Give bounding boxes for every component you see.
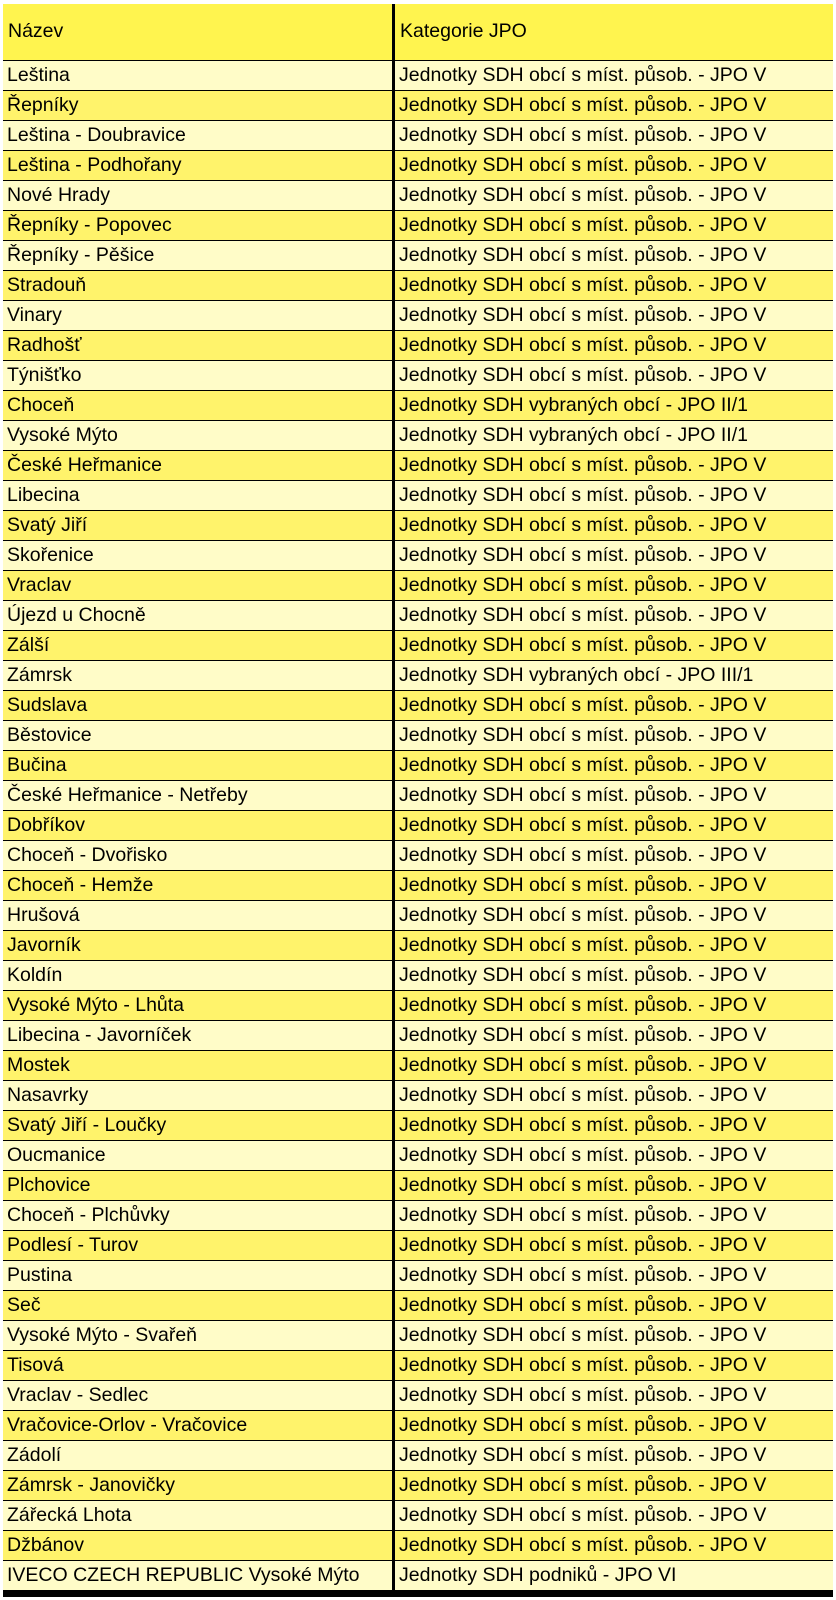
table-cell-name: Zámrsk: [3, 661, 392, 690]
table-cell-category: Jednotky SDH obcí s míst. působ. - JPO V: [395, 151, 833, 180]
table-cell-name: Vysoké Mýto: [3, 421, 392, 450]
table-cell-name: Libecina: [3, 481, 392, 510]
table-cell-name: Újezd u Chocně: [3, 601, 392, 630]
table-cell-name: Mostek: [3, 1051, 392, 1080]
table-cell-name: Seč: [3, 1291, 392, 1320]
table-cell-name: Zálší: [3, 631, 392, 660]
table-cell-category: Jednotky SDH obcí s míst. působ. - JPO V: [395, 1381, 833, 1410]
table-cell-category: Jednotky SDH obcí s míst. působ. - JPO V: [395, 631, 833, 660]
table-cell-category: Jednotky SDH obcí s míst. působ. - JPO V: [395, 331, 833, 360]
table-cell-name: Skořenice: [3, 541, 392, 570]
table-cell-name: Leština - Doubravice: [3, 121, 392, 150]
table-cell-category: Jednotky SDH obcí s míst. působ. - JPO V: [395, 991, 833, 1020]
table-cell-name: Řepníky - Pěšice: [3, 241, 392, 270]
table-cell-name: Zádolí: [3, 1441, 392, 1470]
table-cell-category: Jednotky SDH obcí s míst. působ. - JPO V: [395, 211, 833, 240]
table-cell-name: Stradouň: [3, 271, 392, 300]
table-cell-category: Jednotky SDH obcí s míst. působ. - JPO V: [395, 271, 833, 300]
table-cell-name: Vinary: [3, 301, 392, 330]
table-cell-name: Svatý Jiří - Loučky: [3, 1111, 392, 1140]
table-cell-name: Choceň - Hemže: [3, 871, 392, 900]
table-cell-name: Choceň: [3, 391, 392, 420]
table-cell-category: Jednotky SDH obcí s míst. působ. - JPO V: [395, 1111, 833, 1140]
table-cell-category: Jednotky SDH obcí s míst. působ. - JPO V: [395, 91, 833, 120]
table-cell-category: Jednotky SDH obcí s míst. působ. - JPO V: [395, 1471, 833, 1500]
table-cell-category: Jednotky SDH obcí s míst. působ. - JPO V: [395, 241, 833, 270]
table-cell-name: Džbánov: [3, 1531, 392, 1560]
table-cell-name: IVECO CZECH REPUBLIC Vysoké Mýto: [3, 1561, 392, 1590]
table-cell-name: Choceň - Dvořisko: [3, 841, 392, 870]
table-cell-name: Nasavrky: [3, 1081, 392, 1110]
table-cell-name: Podlesí - Turov: [3, 1231, 392, 1260]
table-cell-category: Jednotky SDH obcí s míst. působ. - JPO V: [395, 541, 833, 570]
table-cell-category: Jednotky SDH vybraných obcí - JPO II/1: [395, 421, 833, 450]
table-cell-name: Vračovice-Orlov - Vračovice: [3, 1411, 392, 1440]
table-cell-category: Jednotky SDH obcí s míst. působ. - JPO V: [395, 841, 833, 870]
table-cell-name: Běstovice: [3, 721, 392, 750]
table-cell-name: Bučina: [3, 751, 392, 780]
table-cell-name: Zářecká Lhota: [3, 1501, 392, 1530]
table-cell-category: Jednotky SDH obcí s míst. působ. - JPO V: [395, 601, 833, 630]
table-cell-category: Jednotky SDH obcí s míst. působ. - JPO V: [395, 901, 833, 930]
table-cell-category: Jednotky SDH obcí s míst. působ. - JPO V: [395, 451, 833, 480]
table-cell-category: Jednotky SDH obcí s míst. působ. - JPO V: [395, 811, 833, 840]
table-cell-name: Libecina - Javorníček: [3, 1021, 392, 1050]
table-cell-name: Týnišťko: [3, 361, 392, 390]
table-cell-category: Jednotky SDH vybraných obcí - JPO II/1: [395, 391, 833, 420]
table-cell-name: Řepníky: [3, 91, 392, 120]
table-cell-category: Jednotky SDH obcí s míst. působ. - JPO V: [395, 1021, 833, 1050]
table-cell-category: Jednotky SDH obcí s míst. působ. - JPO V: [395, 1351, 833, 1380]
table-cell-category: Jednotky SDH obcí s míst. působ. - JPO V: [395, 571, 833, 600]
table-cell-category: Jednotky SDH obcí s míst. působ. - JPO V: [395, 1531, 833, 1560]
table-cell-category: Jednotky SDH obcí s míst. působ. - JPO V: [395, 361, 833, 390]
table-cell-category: Jednotky SDH podniků - JPO VI: [395, 1561, 833, 1590]
jpo-table: [3, 4, 833, 1597]
table-cell-name: Nové Hrady: [3, 181, 392, 210]
table-cell-name: Vysoké Mýto - Lhůta: [3, 991, 392, 1020]
table-cell-category: Jednotky SDH obcí s míst. působ. - JPO V: [395, 931, 833, 960]
table-cell-category: Jednotky SDH vybraných obcí - JPO III/1: [395, 661, 833, 690]
table-cell-name: Vraclav - Sedlec: [3, 1381, 392, 1410]
table-cell-category: Jednotky SDH obcí s míst. působ. - JPO V: [395, 1261, 833, 1290]
table-cell-category: Jednotky SDH obcí s míst. působ. - JPO V: [395, 1171, 833, 1200]
table-cell-name: Vysoké Mýto - Svařeň: [3, 1321, 392, 1350]
table-cell-name: Svatý Jiří: [3, 511, 392, 540]
table-cell-name: Choceň - Plchůvky: [3, 1201, 392, 1230]
column-header-category: Kategorie JPO: [395, 4, 833, 60]
table-cell-name: Hrušová: [3, 901, 392, 930]
table-cell-name: Radhošť: [3, 331, 392, 360]
table-cell-category: Jednotky SDH obcí s míst. působ. - JPO V: [395, 121, 833, 150]
table-cell-name: Řepníky - Popovec: [3, 211, 392, 240]
table-cell-name: Leština - Podhořany: [3, 151, 392, 180]
table-cell-name: Plchovice: [3, 1171, 392, 1200]
table-cell-name: Vraclav: [3, 571, 392, 600]
table-cell-category: Jednotky SDH obcí s míst. působ. - JPO V: [395, 1501, 833, 1530]
table-cell-category: Jednotky SDH obcí s míst. působ. - JPO V: [395, 1291, 833, 1320]
table-cell-name: České Heřmanice: [3, 451, 392, 480]
table-cell-category: Jednotky SDH obcí s míst. působ. - JPO V: [395, 781, 833, 810]
table-cell-category: Jednotky SDH obcí s míst. působ. - JPO V: [395, 751, 833, 780]
table-cell-name: Koldín: [3, 961, 392, 990]
table-cell-category: Jednotky SDH obcí s míst. působ. - JPO V: [395, 481, 833, 510]
table-cell-category: Jednotky SDH obcí s míst. působ. - JPO V: [395, 1051, 833, 1080]
table-cell-category: Jednotky SDH obcí s míst. působ. - JPO V: [395, 1411, 833, 1440]
table-cell-category: Jednotky SDH obcí s míst. působ. - JPO V: [395, 1321, 833, 1350]
table-cell-name: Pustina: [3, 1261, 392, 1290]
table-cell-category: Jednotky SDH obcí s míst. působ. - JPO V: [395, 961, 833, 990]
table-cell-category: Jednotky SDH obcí s míst. působ. - JPO V: [395, 1141, 833, 1170]
table-cell-category: Jednotky SDH obcí s míst. působ. - JPO V: [395, 1201, 833, 1230]
column-header-name: Název: [3, 4, 392, 60]
table-cell-category: Jednotky SDH obcí s míst. působ. - JPO V: [395, 301, 833, 330]
table-cell-category: Jednotky SDH obcí s míst. působ. - JPO V: [395, 1081, 833, 1110]
table-cell-category: Jednotky SDH obcí s míst. působ. - JPO V: [395, 1231, 833, 1260]
table-cell-name: Dobříkov: [3, 811, 392, 840]
table-cell-name: Tisová: [3, 1351, 392, 1380]
table-cell-name: Leština: [3, 61, 392, 90]
table-cell-category: Jednotky SDH obcí s míst. působ. - JPO V: [395, 511, 833, 540]
table-cell-category: Jednotky SDH obcí s míst. působ. - JPO V: [395, 721, 833, 750]
table-cell-category: Jednotky SDH obcí s míst. působ. - JPO V: [395, 871, 833, 900]
table-cell-category: Jednotky SDH obcí s míst. působ. - JPO V: [395, 181, 833, 210]
table-cell-name: Oucmanice: [3, 1141, 392, 1170]
table-cell-category: Jednotky SDH obcí s míst. působ. - JPO V: [395, 61, 833, 90]
table-cell-name: Zámrsk - Janovičky: [3, 1471, 392, 1500]
table-cell-category: Jednotky SDH obcí s míst. působ. - JPO V: [395, 1441, 833, 1470]
table-cell-name: České Heřmanice - Netřeby: [3, 781, 392, 810]
table-cell-name: Javorník: [3, 931, 392, 960]
table-cell-name: Sudslava: [3, 691, 392, 720]
table-cell-category: Jednotky SDH obcí s míst. působ. - JPO V: [395, 691, 833, 720]
